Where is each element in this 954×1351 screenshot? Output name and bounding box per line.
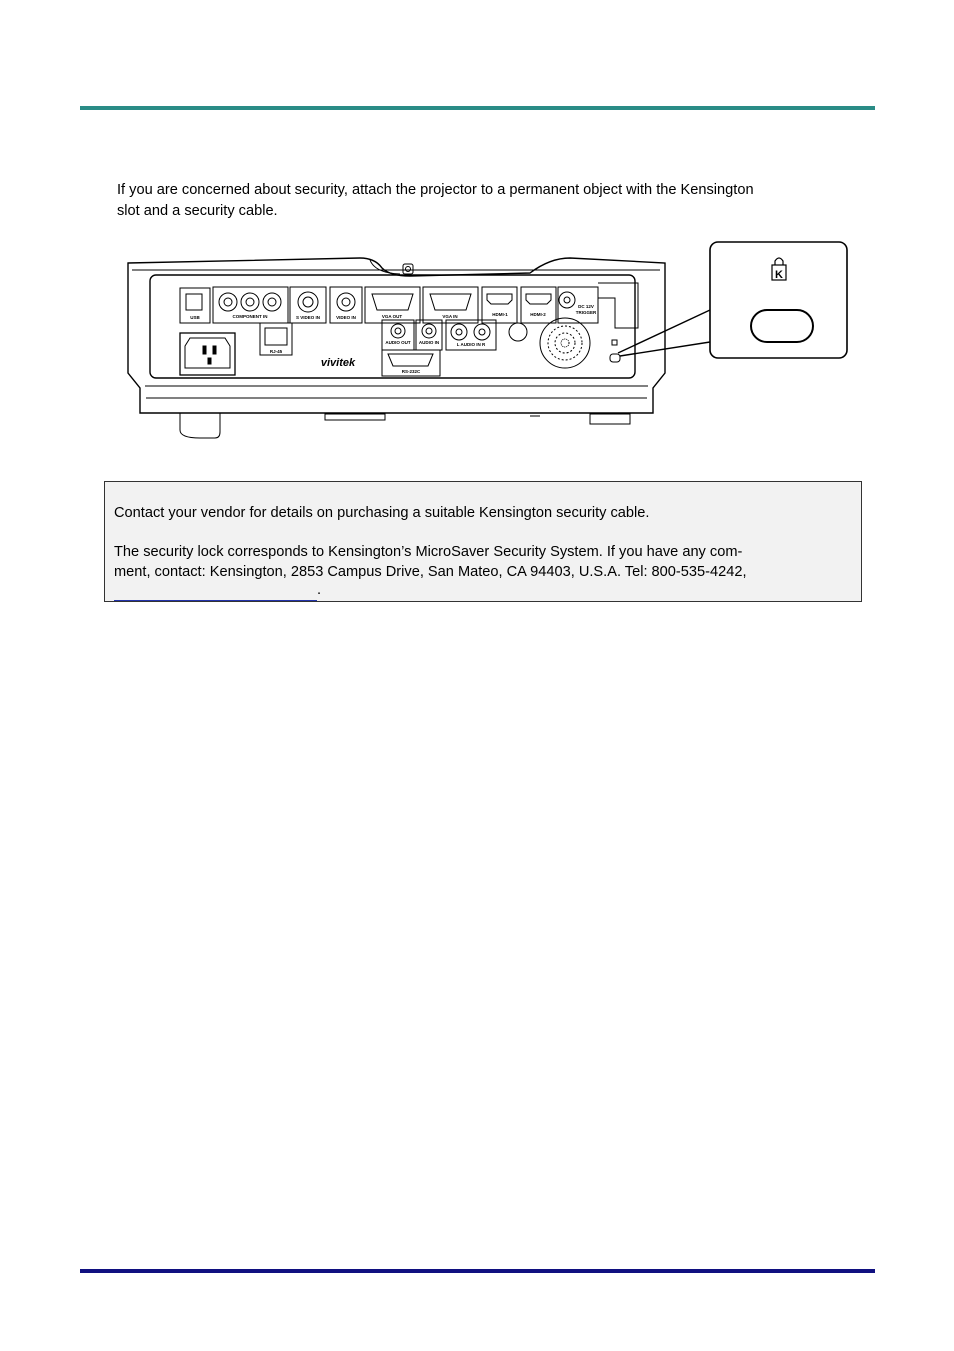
audio-in-lr-label: L AUDIO IN R [456,342,486,347]
rj45-label: RJ-45 [269,349,283,354]
audio-out-label: AUDIO OUT [385,340,411,345]
usb-label: USB [190,315,200,320]
note-line-3: ment, contact: Kensington, 2853 Campus Drive, San Mateo, CA 94403, U.S.A. Tel: 800-535-4242, [114,564,747,580]
audio-in-label: AUDIO IN [418,340,440,345]
vga-in-label: VGA IN [442,314,458,319]
intro-line-1: If you are concerned about security, attach the projector to a permanent object with the Kensington [117,182,754,198]
component-in-label: COMPONENT IN [232,314,268,319]
dc-12v-label: DC 12V [578,304,594,309]
note-box [104,481,862,602]
s-video-in-label: S VIDEO IN [295,315,321,320]
vga-out-label: VGA OUT [381,314,403,319]
kensington-lock-letter: K [775,269,783,281]
hdmi2-label: HDMI-2 [530,312,546,317]
dc-trigger-label: TRIGGER [575,310,597,315]
video-in-label: VIDEO IN [336,315,356,320]
projector-rear-illustration [120,238,860,448]
intro-paragraph [117,180,862,222]
projector-rear-figure [120,238,860,448]
intro-line-2: slot and a security cable. [117,203,278,219]
brand-logo: vivitek [320,357,356,369]
footer-rule [80,1269,875,1273]
rs232c-label: RS-232C [401,369,421,374]
note-line-4 [114,580,854,601]
note-line-4-suffix: . [317,582,322,598]
note-line-1: Contact your vendor for details on purchasing a suitable Kensington security cable. [114,505,650,521]
header-rule [80,106,875,110]
note-line-2: The security lock corresponds to Kensington’s MicroSaver Security System. If you have any com- [114,544,743,560]
hdmi1-label: HDMI-1 [492,312,508,317]
website-link[interactable] [114,586,317,601]
